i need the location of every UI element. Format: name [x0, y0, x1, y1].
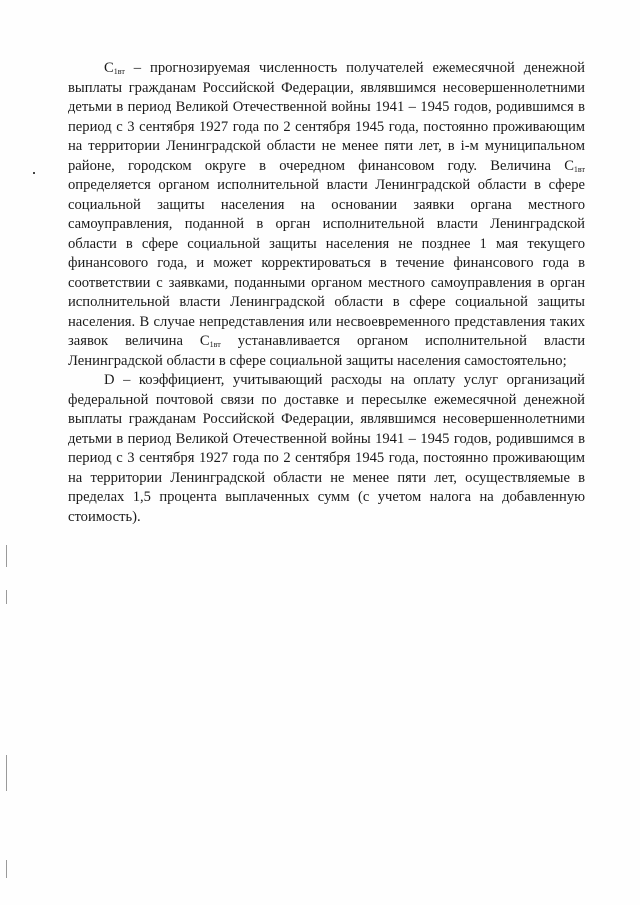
- paragraph-text: устанавливается органом исполнительной власти Ленинградской области в сфере социальной защиты населения самостоятельно;: [68, 333, 586, 369]
- scan-speck: [33, 172, 35, 174]
- scan-edge-mark: [6, 860, 7, 878]
- variable-d: D: [104, 372, 115, 388]
- scan-edge-mark: [6, 755, 7, 791]
- paragraph-d-definition: [68, 371, 585, 527]
- paragraph-c1vt-definition: [68, 59, 585, 371]
- paragraph-text: – прогнозируемая численность получателей ежемесячной денежной выплаты гражданам Российской Федерации, являвшимся несовершеннолетними детьми в период Великой Отечественной войны 1941 – 1945 годов, родившимся в период с 3 сентября 1927 года по 2 сентября 1945 года, постоянно проживающим на территории Ленинградской области не менее пяти лет, в i-м муниципальном районе, городском округе в очередном финансовом году. Величина: [68, 60, 585, 174]
- document-body: [68, 59, 585, 527]
- paragraph-text: – коэффициент, учитывающий расходы на оплату услуг организаций федеральной почтовой связи по доставке и пересылке ежемесячной денежной выплаты гражданам Российской Федерации, являвшимся несовершеннолетними детьми в период Великой Отечественной войны 1941 – 1945 годов, родившимся в период с 3 сентября 1927 года по 2 сентября 1945 года, постоянно проживающим на территории Ленинградской области не менее пяти лет, осуществляемые в пределах 1,5 процента выплаченных сумм (с учетом налога на добавленную стоимость).: [68, 372, 585, 525]
- variable-c: $C_{1вт}$: [564, 157, 585, 174]
- variable-c: $C_{1вт}$: [104, 60, 125, 76]
- scan-edge-mark: [6, 590, 7, 604]
- variable-c: $C_{1вт}$: [199, 333, 221, 349]
- scan-edge-mark: [6, 545, 7, 567]
- paragraph-text: определяется органом исполнительной власти Ленинградской области в сфере социальной защиты населения на основании заявки органа местного самоуправления, поданной в орган исполнительной власти Ленинградской области в сфере социальной защиты населения не позднее 1 мая текущего финансового года, и может корректироваться в течение финансового года в соответствии с заявками, поданными органом местного самоуправления в орган исполнительной власти Ленинградской области в сфере социальной защиты населения. В случае непредставления или несвоевременного представления таких заявок величина: [68, 177, 585, 349]
